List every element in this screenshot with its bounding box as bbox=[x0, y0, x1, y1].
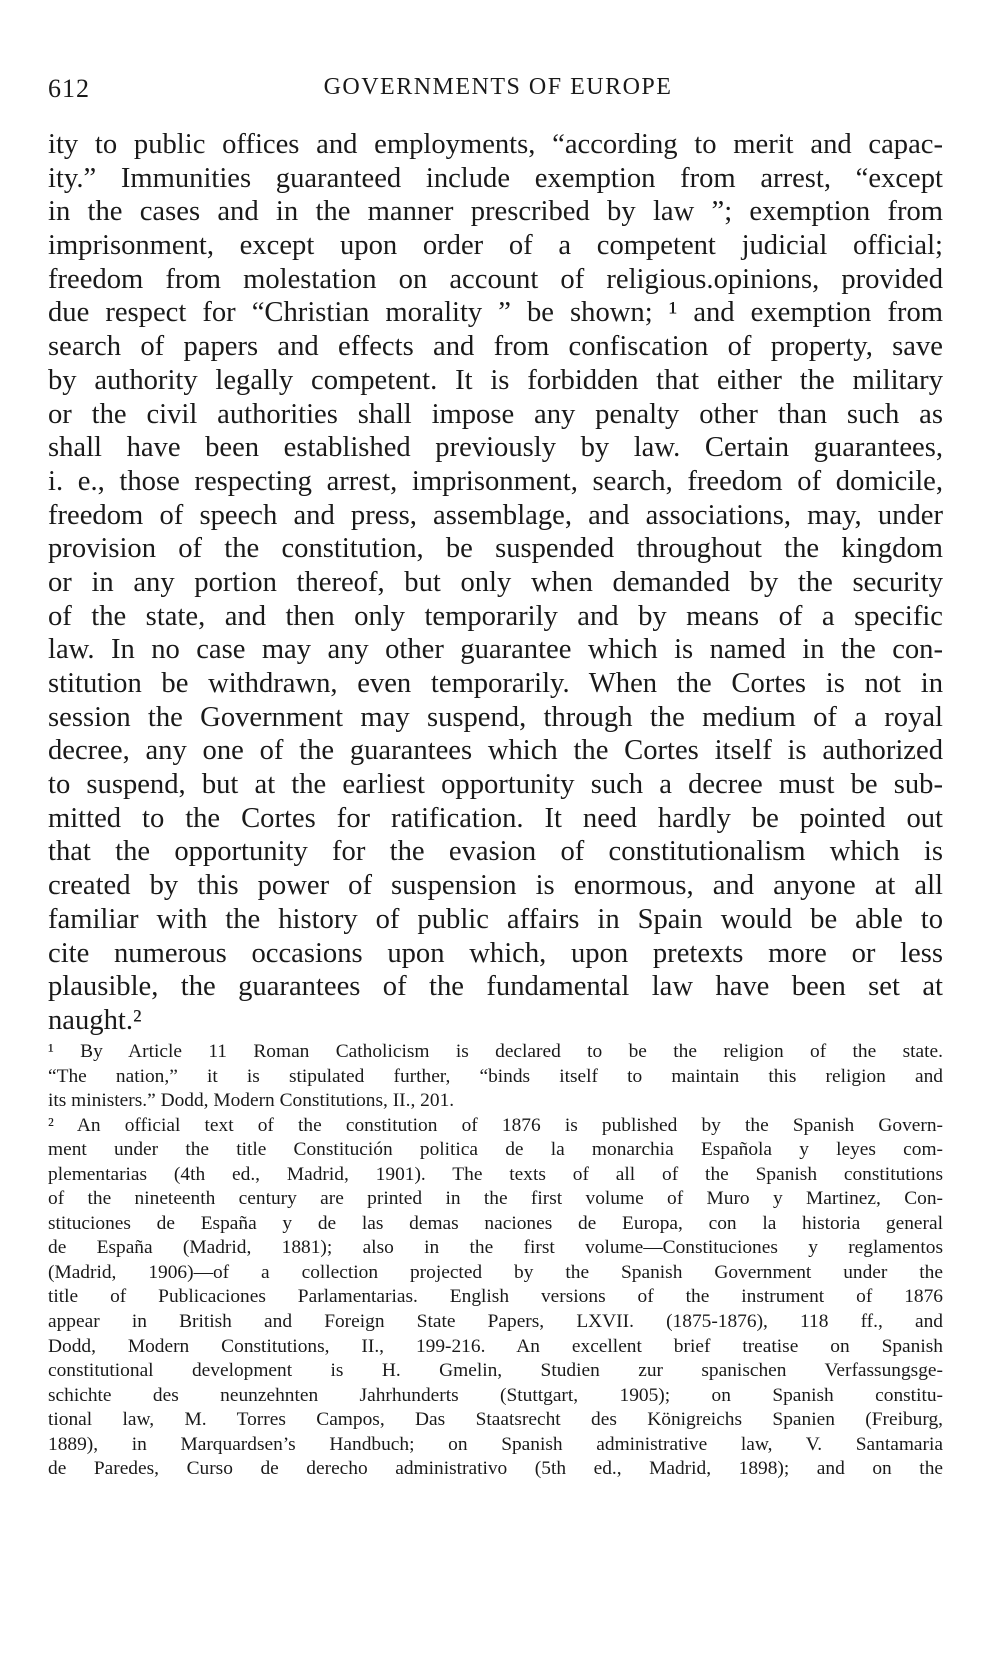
footnote-line: 1889), in Marquardsen’s Handbuch; on Spanish administrative law, V. Santamaria bbox=[48, 1433, 943, 1455]
footnote-line: appear in British and Foreign State Papers, LXVII. (1875-1876), 118 ff., and bbox=[48, 1311, 943, 1333]
page-number: 612 bbox=[48, 74, 90, 103]
body-line: session the Government may suspend, through the medium of a royal bbox=[48, 701, 943, 733]
footnote-line: of the nineteenth century are printed in the first volume of Muro y Martinez, Con- bbox=[48, 1188, 943, 1210]
body-line: mitted to the Cortes for ratification. It need hardly be pointed out bbox=[48, 802, 943, 834]
footnote-start-line: ² An official text of the constitution of 1876 is published by the Spanish Govern- bbox=[48, 1114, 943, 1136]
footnote-line: schichte des neunzehnten Jahrhunderts (Stuttgart, 1905); on Spanish constitu- bbox=[48, 1384, 943, 1406]
body-line: stitution be withdrawn, even temporarily. When the Cortes is not in bbox=[48, 668, 943, 699]
body-line: freedom from molestation on account of religious.opinions, provided bbox=[48, 263, 943, 295]
body-line: that the opportunity for the evasion of constitutionalism which is bbox=[48, 836, 943, 868]
body-line: ity.” Immunities guaranteed include exemption from arrest, “except bbox=[48, 162, 943, 194]
body-line: naught.² bbox=[48, 1004, 142, 1036]
body-line: in the cases and in the manner prescribed by law ”; exemption from bbox=[48, 196, 943, 228]
body-line: familiar with the history of public affairs in Spain would be able to bbox=[48, 903, 943, 935]
body-line: due respect for “Christian morality ” be shown; ¹ and exemption from bbox=[48, 297, 943, 329]
footnote-line: Dodd, Modern Constitutions, II., 199-216. An excellent brief treatise on Spanish bbox=[48, 1335, 943, 1357]
body-line: cite numerous occasions upon which, upon pretexts more or less bbox=[48, 937, 943, 969]
body-line: i. e., those respecting arrest, imprisonment, search, freedom of domicile, bbox=[48, 465, 943, 497]
body-line: decree, any one of the guarantees which the Cortes itself is authorized bbox=[48, 735, 943, 767]
footnote-line: “The nation,” it is stipulated further, “binds itself to maintain this religion and bbox=[48, 1065, 943, 1087]
body-line: of the state, and then only temporarily and by means of a specific bbox=[48, 600, 943, 632]
footnote-line: ment under the title Constitución politica de la monarchia Española y leyes com- bbox=[48, 1139, 943, 1161]
footnote-line: (Madrid, 1906)—of a collection projected by the Spanish Government under the bbox=[48, 1261, 943, 1283]
footnotes bbox=[48, 1040, 943, 1482]
footnote-start-line: ¹ By Article 11 Roman Catholicism is declared to be the religion of the state. bbox=[48, 1041, 943, 1062]
footnote-line: tional law, M. Torres Campos, Das Staatsrecht des Königreichs Spanien (Freiburg, bbox=[48, 1409, 943, 1431]
footnote-line: its ministers.” Dodd, Modern Constitutions, II., 201. bbox=[48, 1090, 455, 1112]
body-line: search of papers and effects and from confiscation of property, save bbox=[48, 331, 943, 363]
body-line: or the civil authorities shall impose any penalty other than such as bbox=[48, 398, 943, 430]
body-line: shall have been established previously by law. Certain guarantees, bbox=[48, 432, 943, 464]
footnote-line: stituciones de España y de las demas naciones de Europa, con la historia general bbox=[48, 1212, 943, 1234]
footnote-line: de España (Madrid, 1881); also in the first volume—Constituciones y reglamentos bbox=[48, 1237, 943, 1259]
footnote-line: plementarias (4th ed., Madrid, 1901). The texts of all of the Spanish constitutions bbox=[48, 1163, 943, 1185]
body-line: law. In no case may any other guarantee which is named in the con- bbox=[48, 634, 943, 666]
body-text bbox=[48, 128, 943, 1038]
body-line: created by this power of suspension is enormous, and anyone at all bbox=[48, 870, 943, 902]
body-line: by authority legally competent. It is forbidden that either the military bbox=[48, 364, 943, 396]
body-line: or in any portion thereof, but only when demanded by the security bbox=[48, 566, 943, 598]
body-line: to suspend, but at the earliest opportunity such a decree must be sub- bbox=[48, 769, 943, 801]
body-line: provision of the constitution, be suspended throughout the kingdom bbox=[48, 533, 943, 565]
body-line: imprisonment, except upon order of a competent judicial official; bbox=[48, 230, 943, 262]
running-head: GOVERNMENTS OF EUROPE bbox=[323, 74, 673, 100]
footnote-line: title of Publicaciones Parlamentarias. English versions of the instrument of 1876 bbox=[48, 1286, 943, 1308]
body-line: ity to public offices and employments, “according to merit and capac- bbox=[48, 129, 943, 160]
page-header bbox=[48, 74, 948, 114]
footnote-line: de Paredes, Curso de derecho administrativo (5th ed., Madrid, 1898); and on the bbox=[48, 1458, 943, 1480]
body-line: plausible, the guarantees of the fundamental law have been set at bbox=[48, 971, 943, 1003]
footnote-line: constitutional development is H. Gmelin, Studien zur spanischen Verfassungsge- bbox=[48, 1360, 943, 1382]
body-line: freedom of speech and press, assemblage, and associations, may, under bbox=[48, 499, 943, 531]
